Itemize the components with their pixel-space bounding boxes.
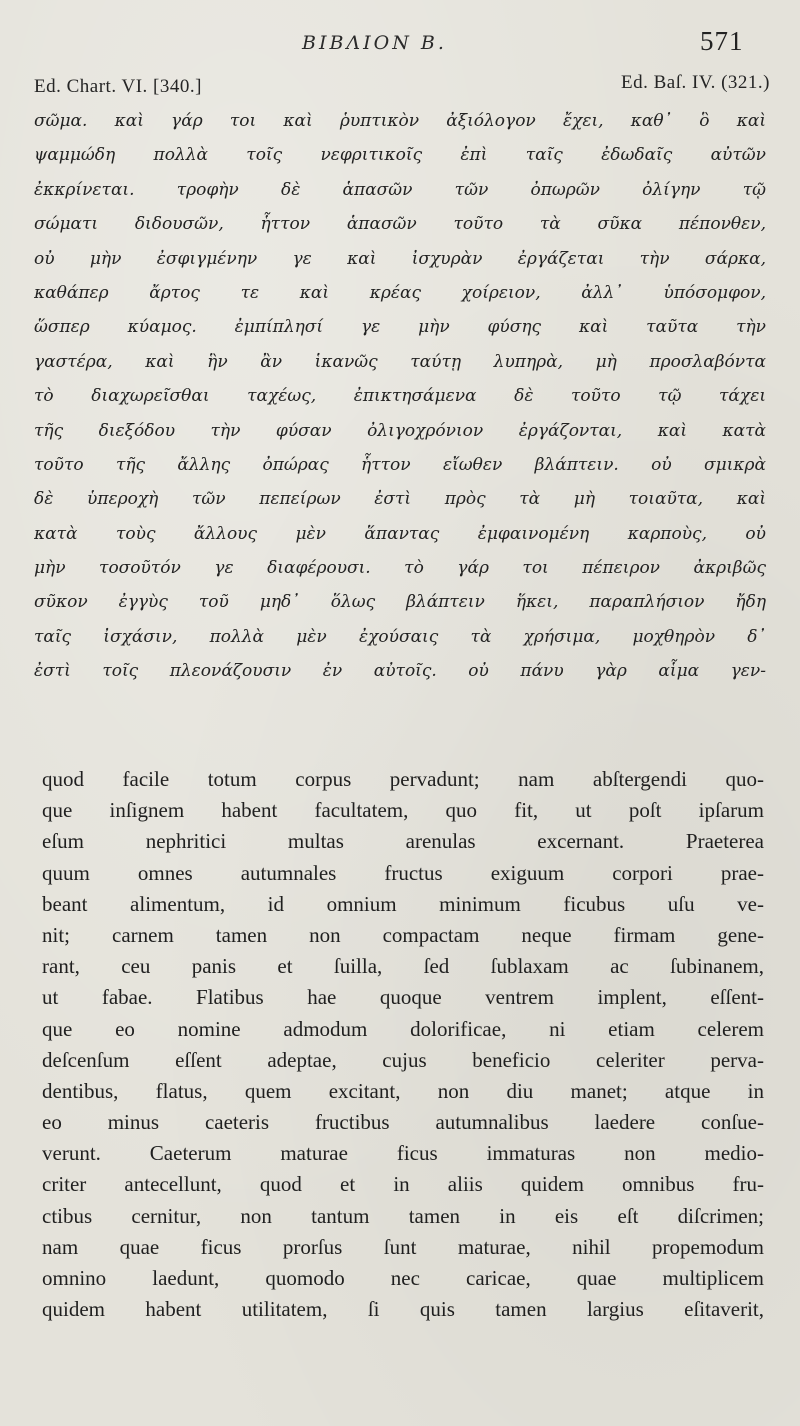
greek-text-line: δὲ ὑπεροχὴ τῶν πεπείρων ἐστὶ πρὸς τὰ μὴ τοιαῦτα, καὶ: [34, 489, 766, 510]
greek-text-line: τοῦτο τῆς ἄλλης ὀπώρας ἧττον εἴωθεν βλάπτειν. οὐ σμικρὰ: [34, 454, 766, 475]
greek-text-line: σῦκον ἐγγὺς τοῦ μηδ᾿ ὅλως βλάπτειν ἥκει, παραπλήσιον ἤδη: [34, 592, 766, 613]
latin-text-line: ctibus cernitur, non tantum tamen in eis eſt diſcrimen;: [42, 1203, 764, 1228]
latin-text-line: ut fabae. Flatibus hae quoque ventrem implent, eſſent-: [42, 985, 764, 1010]
latin-text-line: beant alimentum, id omnium minimum ficubus uſu ve-: [42, 891, 764, 916]
edition-references: [30, 72, 770, 100]
running-head: [0, 26, 800, 66]
greek-text-line: ὥσπερ κύαμος. ἐμπίπλησί γε μὴν φύσης καὶ ταῦτα τὴν: [34, 317, 766, 338]
page-number: 571: [700, 26, 744, 56]
greek-text-line: ταῖς ἰσχάσιν, πολλὰ μὲν ἐχούσαις τὰ χρήσιμα, μοχθηρὸν δ᾿: [34, 626, 766, 647]
greek-text-line: ἐκκρίνεται. τροφὴν δὲ ἁπασῶν τῶν ὀπωρῶν ὀλίγην τῷ: [34, 179, 766, 200]
latin-text-line: deſcenſum eſſent adeptae, cujus beneficio celeriter perva-: [42, 1047, 764, 1072]
latin-text-line: quidem habent utilitatem, ſi quis tamen largius eſitaverit,: [42, 1297, 764, 1322]
latin-text-line: verunt. Caeterum maturae ficus immaturas non medio-: [42, 1141, 764, 1166]
latin-text-line: omnino laedunt, quomodo nec caricae, quae multiplicem: [42, 1266, 764, 1290]
latin-text-line: eſum nephritici multas arenulas excernant. Praeterea: [42, 829, 764, 854]
latin-text-line: criter antecellunt, quod et in aliis quidem omnibus fru-: [42, 1172, 764, 1197]
greek-text-line: οὐ μὴν ἐσφιγμένην γε καὶ ἰσχυρὰν ἐργάζεται τὴν σάρκα,: [34, 248, 766, 269]
greek-text-line: καθάπερ ἄρτος τε καὶ κρέας χοίρειον, ἀλλ᾿ ὑπόσομφον,: [34, 282, 766, 303]
greek-text-line: μὴν τοσοῦτόν γε διαφέρουσι. τὸ γάρ τοι πέπειρον ἀκριβῶς: [34, 558, 766, 579]
greek-text-line: σῶμα. καὶ γάρ τοι καὶ ῥυπτικὸν ἀξιόλογον ἔχει, καθ᾿ ὃ καὶ: [34, 111, 766, 131]
greek-text-block: [34, 104, 766, 689]
latin-text-line: que inſignem habent facultatem, quo fit, ut poſt ipſarum: [42, 798, 764, 823]
latin-text-line: quum omnes autumnales fructus exiguum corpori prae-: [42, 860, 764, 885]
latin-text-line: quod facile totum corpus pervadunt; nam abſtergendi quo-: [42, 767, 764, 791]
greek-text-line: σώματι διδουσῶν, ἧττον ἁπασῶν τοῦτο τὰ σῦκα πέπονθεν,: [34, 214, 766, 235]
latin-text-block: [42, 764, 764, 1325]
greek-text-line: τῆς διεξόδου τὴν φύσαν ὀλιγοχρόνιον ἐργάζονται, καὶ κατὰ: [34, 420, 766, 441]
latin-text-line: nit; carnem tamen non compactam neque firmam gene-: [42, 922, 764, 947]
latin-text-line: eo minus caeteris fructibus autumnalibus laedere conſue-: [42, 1110, 764, 1135]
edition-reference-right: Ed. Baſ. IV. (321.): [621, 72, 770, 93]
edition-reference-left: Ed. Chart. VI. [340.]: [34, 76, 202, 97]
greek-text-line: ψαμμώδη πολλὰ τοῖς νεφριτικοῖς ἐπὶ ταῖς ἐδωδαῖς αὐτῶν: [34, 145, 766, 166]
latin-text-line: nam quae ficus prorſus ſunt maturae, nihil propemodum: [42, 1234, 764, 1259]
greek-text-line: κατὰ τοὺς ἄλλους μὲν ἅπαντας ἐμφαινομένη καρποὺς, οὐ: [34, 523, 766, 544]
greek-text-line: τὸ διαχωρεῖσθαι ταχέως, ἐπικτησάμενα δὲ τοῦτο τῷ τάχει: [34, 386, 766, 407]
running-title: BIBΛΙΟΝ B.: [302, 32, 447, 54]
greek-text-line: ἐστὶ τοῖς πλεονάζουσιν ἐν αὐτοῖς. οὐ πάνυ γὰρ αἷμα γεν-: [34, 661, 766, 682]
latin-text-line: que eo nomine admodum dolorificae, ni etiam celerem: [42, 1016, 764, 1041]
greek-text-line: γαστέρα, καὶ ἣν ἂν ἱκανῶς ταύτῃ λυπηρὰ, μὴ προσλαβόντα: [34, 351, 766, 372]
latin-text-line: dentibus, flatus, quem excitant, non diu manet; atque in: [42, 1078, 764, 1103]
latin-text-line: rant, ceu panis et ſuilla, ſed ſublaxam ac ſubinanem,: [42, 954, 764, 979]
